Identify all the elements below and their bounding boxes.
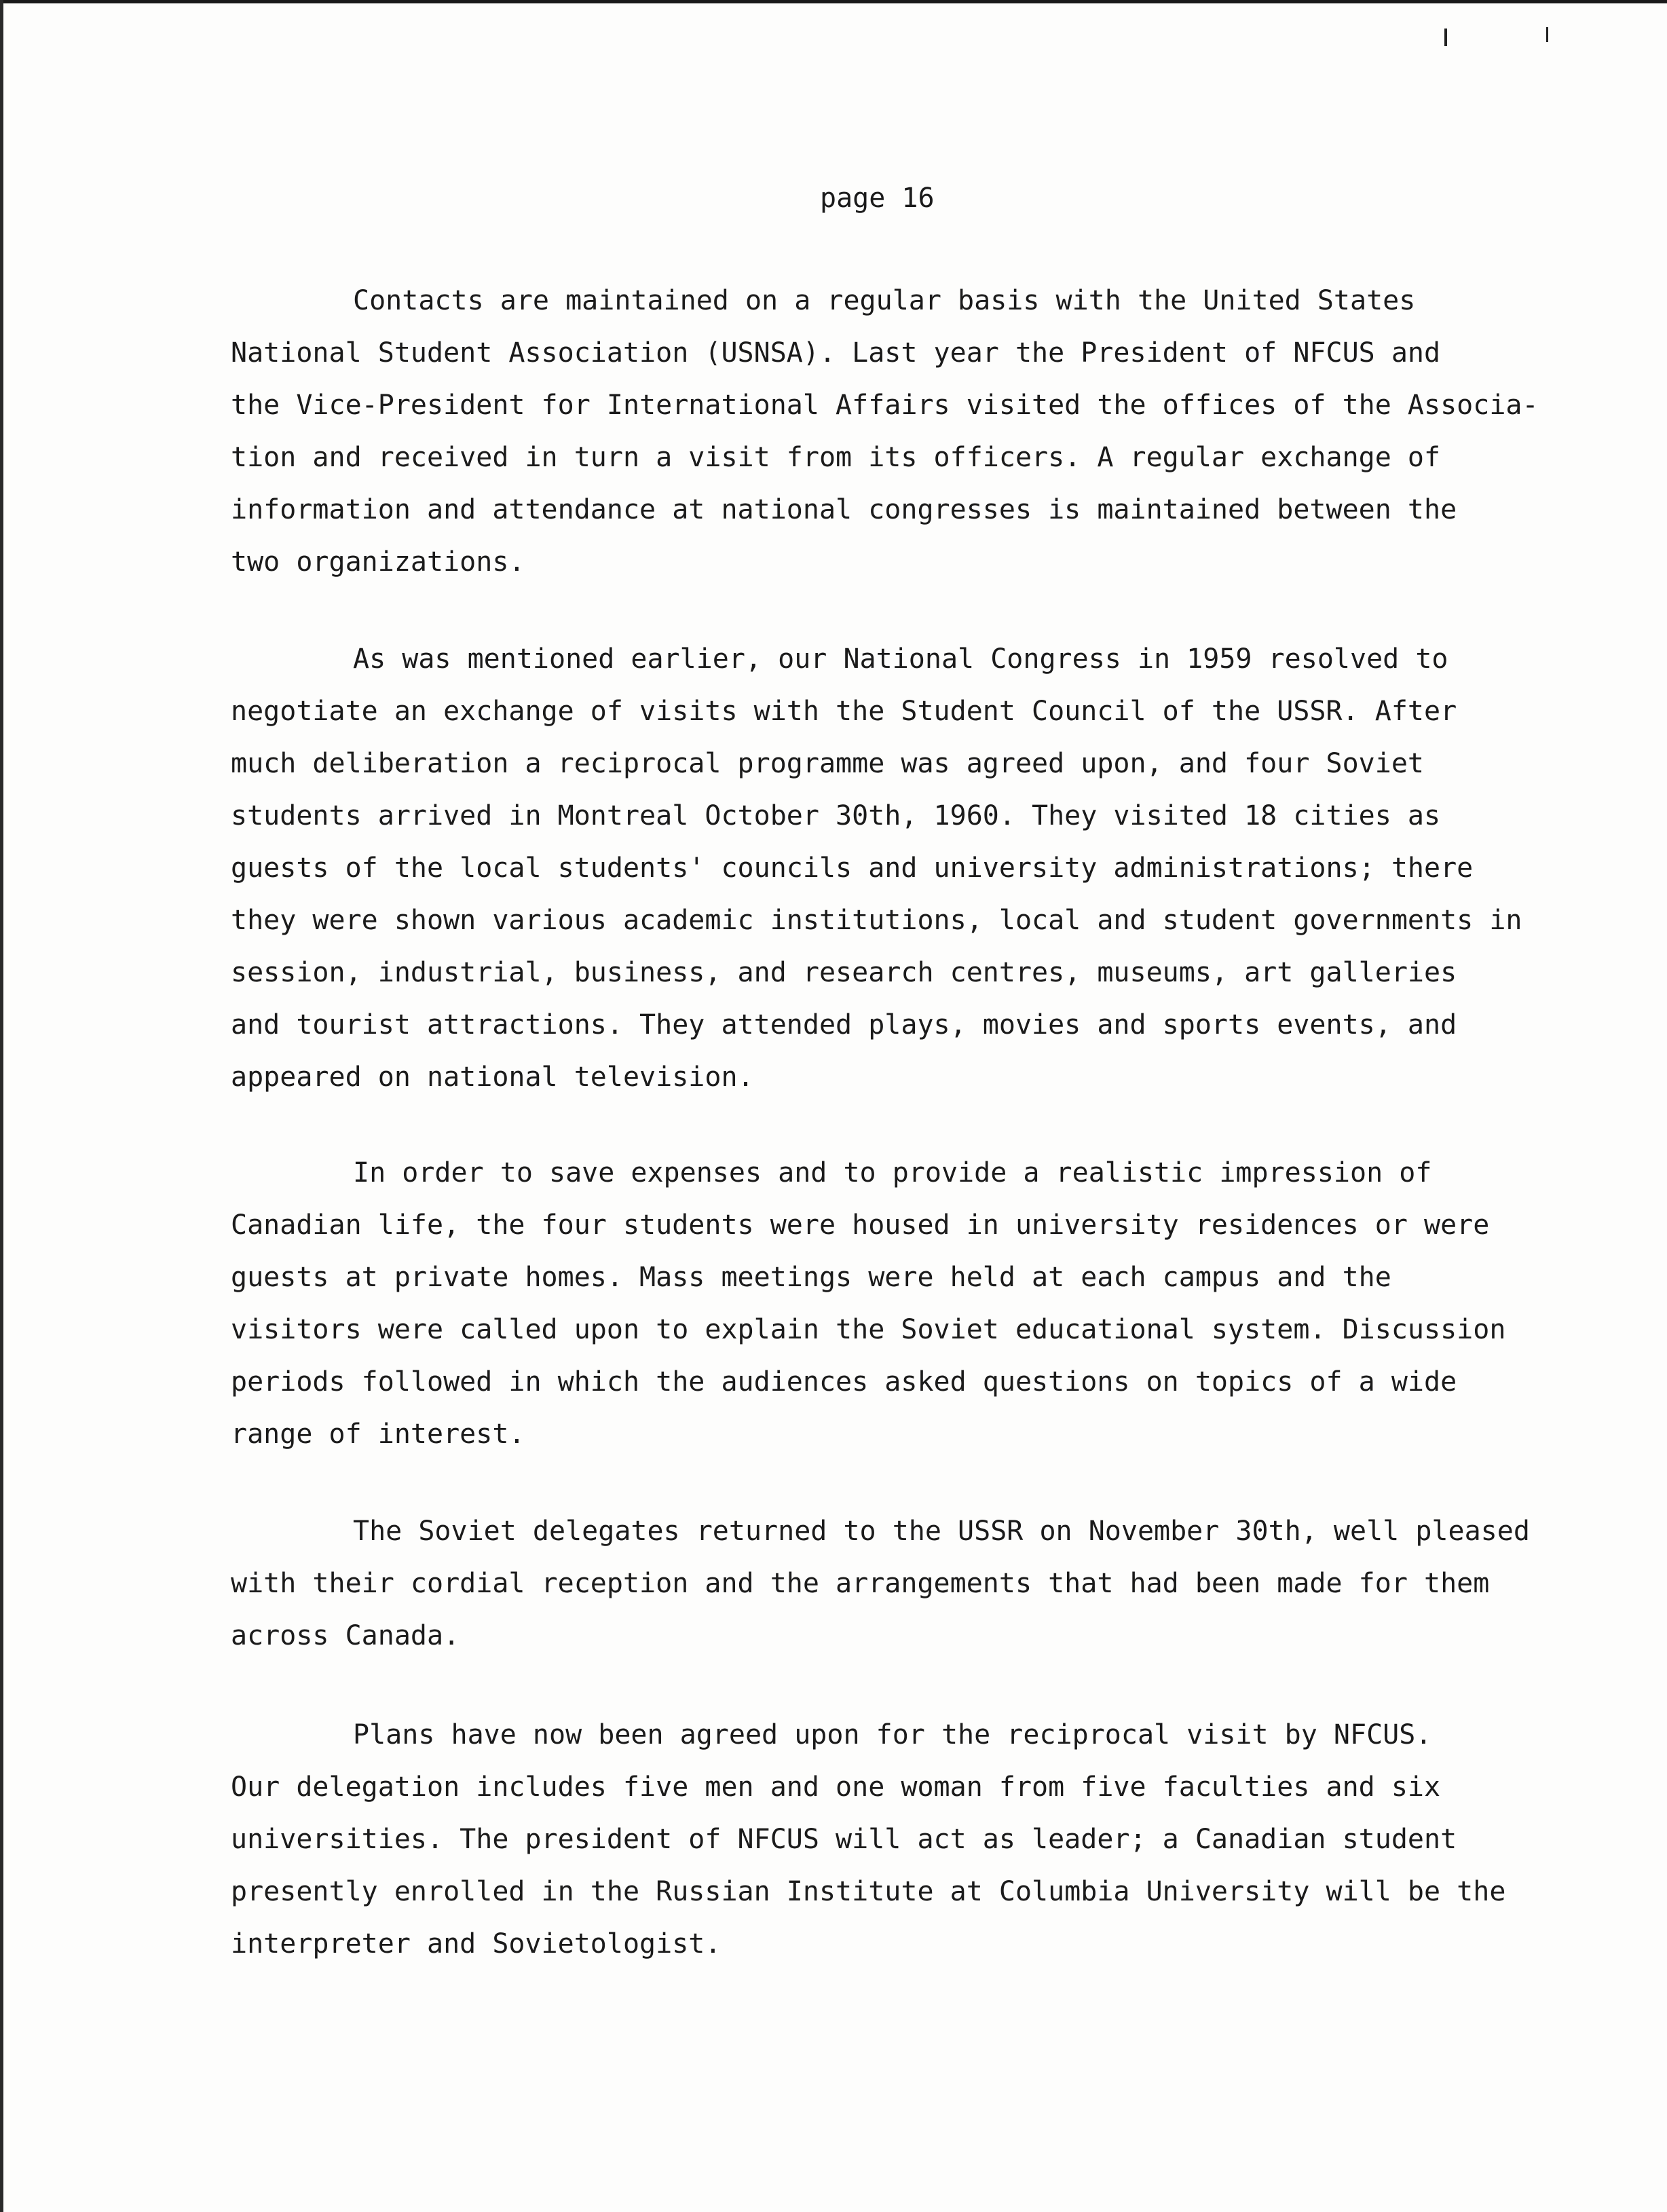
paragraph-4 [231,1505,1581,1662]
scan-left-edge [0,0,3,2212]
text-line: students arrived in Montreal October 30th, 1960. They visited 18 cities as [231,800,1441,831]
text-line: with their cordial reception and the arrangements that had been made for them [231,1568,1490,1599]
text-line: negotiate an exchange of visits with the Student Council of the USSR. After [231,696,1457,727]
text-line: the Vice-President for International Affairs visited the offices of the Associa- [231,390,1539,421]
paragraph-5 [231,1709,1581,1970]
page-number: page 16 [820,183,935,214]
text-line: Our delegation includes five men and one woman from five faculties and six [231,1772,1441,1803]
text-line: periods followed in which the audiences asked questions on topics of a wide [231,1366,1457,1398]
text-line: National Student Association (USNSA). Last year the President of NFCUS and [231,337,1441,369]
text-line: Contacts are maintained on a regular basis with the United States [353,285,1416,316]
text-line: presently enrolled in the Russian Institute at Columbia University will be the [231,1876,1506,1907]
text-line: guests of the local students' councils and university administrations; there [231,852,1474,884]
paragraph-1 [231,275,1581,588]
text-line: session, industrial, business, and research centres, museums, art galleries [231,957,1457,988]
text-line: across Canada. [231,1620,460,1651]
text-line: As was mentioned earlier, our National Congress in 1959 resolved to [353,643,1448,675]
text-line: interpreter and Sovietologist. [231,1928,722,1960]
text-line: and tourist attractions. They attended plays, movies and sports events, and [231,1009,1457,1041]
text-line: guests at private homes. Mass meetings were held at each campus and the [231,1262,1391,1293]
text-line: appeared on national television. [231,1062,754,1093]
scan-mark [1444,29,1447,46]
text-line: The Soviet delegates returned to the USSR on November 30th, well pleased [353,1516,1530,1547]
text-line: tion and received in turn a visit from its officers. A regular exchange of [231,442,1441,473]
text-line: In order to save expenses and to provide a realistic impression of [353,1157,1432,1188]
text-line: information and attendance at national congresses is maintained between the [231,494,1457,525]
paragraph-3 [231,1147,1581,1461]
paragraph-2 [231,633,1581,1104]
text-line: range of interest. [231,1419,525,1450]
text-line: Plans have now been agreed upon for the reciprocal visit by NFCUS. [353,1719,1432,1750]
scan-top-edge [0,0,1667,3]
scan-mark [1546,27,1548,42]
text-line: visitors were called upon to explain the Soviet educational system. Discussion [231,1314,1506,1345]
text-line: Canadian life, the four students were housed in university residences or were [231,1210,1490,1241]
text-line: two organizations. [231,546,525,578]
text-line: they were shown various academic institutions, local and student governments in [231,905,1522,936]
text-line: universities. The president of NFCUS will act as leader; a Canadian student [231,1824,1457,1855]
text-line: much deliberation a reciprocal programme was agreed upon, and four Soviet [231,748,1424,779]
